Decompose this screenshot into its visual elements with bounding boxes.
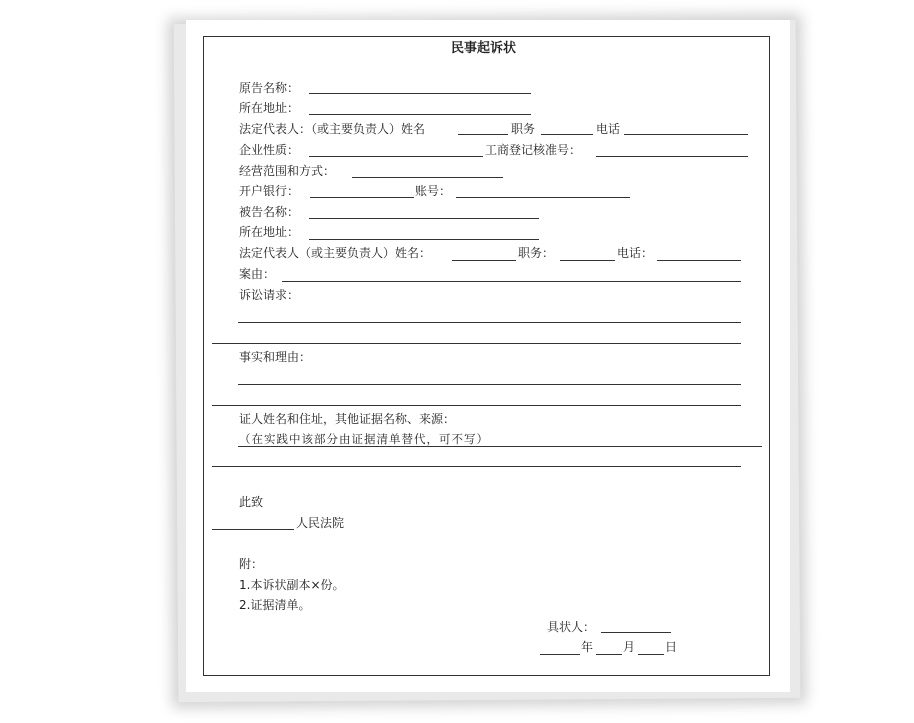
defendant-rep-name-line — [452, 260, 516, 261]
document-title: 民事起诉状 — [451, 41, 517, 56]
plaintiff-name-label: 原告名称： — [239, 81, 300, 95]
plaintiff-scope-label: 经营范围和方式： — [239, 164, 336, 178]
plaintiff-legal-rep-label: 法定代表人：（或主要负责人）姓名 — [239, 122, 426, 136]
month-label: 月 — [623, 640, 636, 654]
witness-label: 证人姓名和住址，其他证据名称、来源： — [239, 412, 456, 426]
defendant-name-label: 被告名称： — [239, 205, 300, 219]
facts-line-2 — [212, 405, 741, 406]
defendant-position-label: 职务： — [518, 246, 555, 260]
signer-label: 具状人： — [547, 620, 596, 634]
plaintiff-bank-label: 开户银行： — [239, 184, 300, 198]
plaintiff-position-label: 职务 — [511, 122, 536, 136]
plaintiff-account-line — [456, 197, 630, 198]
salutation: 此致 — [239, 495, 264, 509]
year-label: 年 — [581, 640, 594, 654]
witness-note: （在实践中该部分由证据清单替代，可不写） — [239, 432, 489, 446]
attachment-item: 2.证据清单。 — [239, 598, 311, 612]
plaintiff-address-label: 所在地址： — [239, 101, 300, 115]
defendant-address-line — [309, 239, 539, 240]
case-cause-label: 案由： — [239, 267, 276, 281]
plaintiff-name-line — [309, 93, 531, 94]
plaintiff-phone-line — [624, 134, 748, 135]
court-name-line — [212, 529, 294, 530]
plaintiff-nature-line — [309, 156, 483, 157]
plaintiff-scope-line — [352, 177, 503, 178]
plaintiff-address-line — [309, 114, 531, 115]
plaintiff-registration-label: 工商登记核准号： — [485, 143, 582, 157]
court-label: 人民法院 — [296, 516, 345, 530]
defendant-position-line — [560, 260, 615, 261]
facts-label: 事实和理由： — [239, 350, 312, 364]
claims-line-2 — [212, 343, 741, 344]
defendant-phone-label: 电话： — [617, 246, 654, 260]
facts-line-1 — [238, 384, 741, 385]
day-line — [638, 654, 664, 655]
plaintiff-position-line — [541, 134, 593, 135]
defendant-address-label: 所在地址： — [239, 225, 300, 239]
witness-line-1 — [238, 446, 762, 447]
plaintiff-bank-line — [310, 197, 414, 198]
plaintiff-registration-line — [596, 156, 748, 157]
plaintiff-rep-name-line — [458, 134, 508, 135]
year-line — [540, 654, 580, 655]
witness-line-2 — [212, 466, 741, 467]
plaintiff-nature-label: 企业性质： — [239, 143, 300, 157]
attachment-item: 1.本诉状副本×份。 — [239, 578, 345, 592]
claims-label: 诉讼请求： — [239, 288, 300, 302]
defendant-phone-line — [657, 260, 741, 261]
plaintiff-phone-label: 电话 — [596, 122, 621, 136]
claims-line-1 — [238, 322, 741, 323]
plaintiff-account-label: 账号： — [415, 184, 452, 198]
case-cause-line — [282, 281, 741, 282]
attachments-label: 附： — [239, 557, 264, 571]
defendant-legal-rep-label: 法定代表人（或主要负责人）姓名： — [239, 246, 432, 260]
signer-line — [601, 632, 671, 633]
day-label: 日 — [665, 640, 678, 654]
defendant-name-line — [309, 218, 539, 219]
month-line — [596, 654, 622, 655]
